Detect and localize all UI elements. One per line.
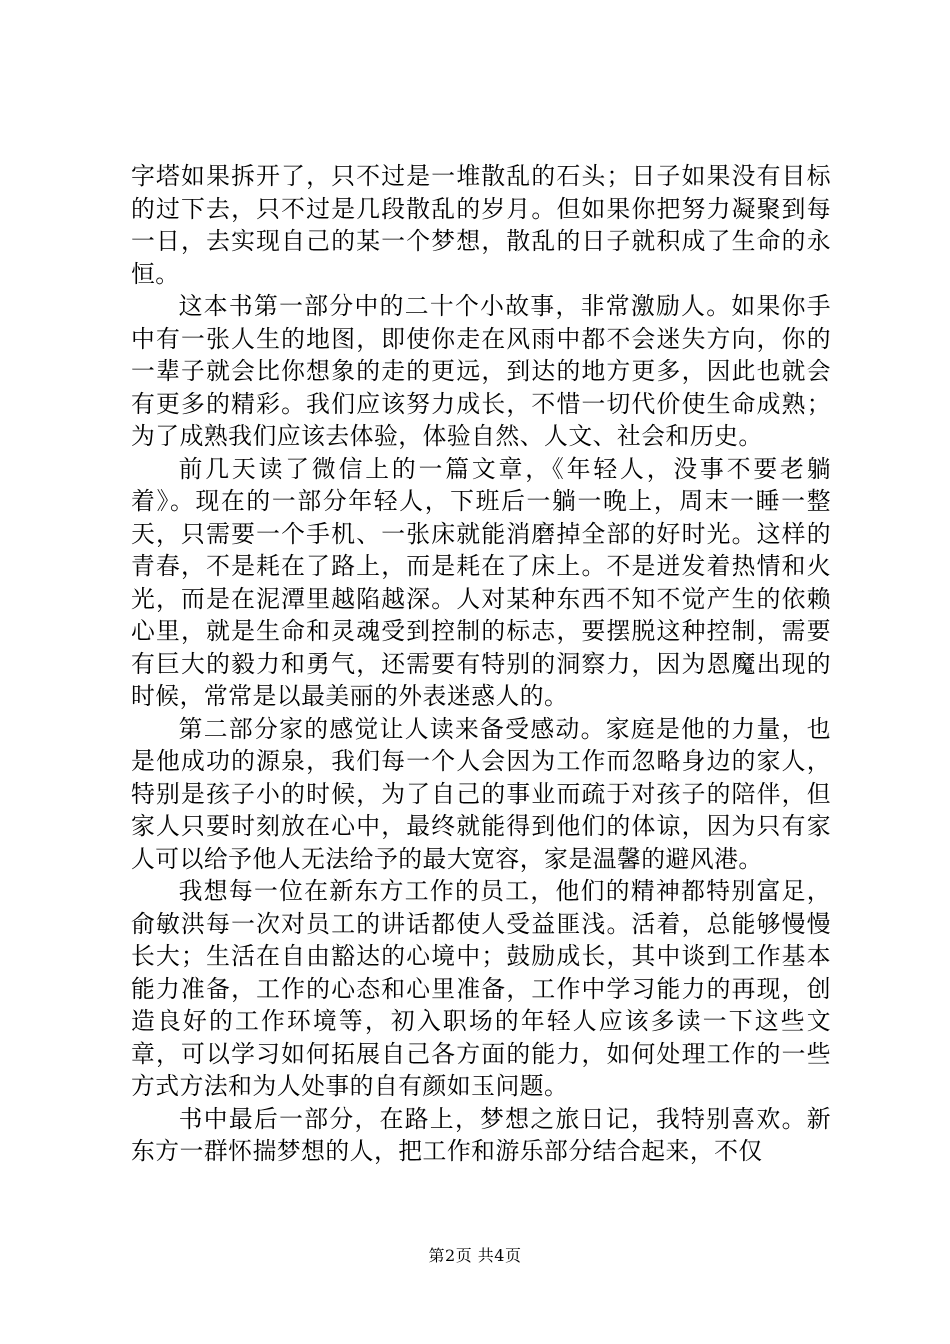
paragraph-4: 第二部分家的感觉让人读来备受感动。家庭是他的力量，也是他成功的源泉，我们每一个人会因为工作而忽略身边的家人，特别是孩子小的时候，为了自己的事业而疏于对孩子的陪伴，但家人只要时刻放在心中，最终就能得到他们的体谅，因为只有家人可以给予他人无法给予的最大宽容，家是温馨的避风港。 — [131, 714, 831, 873]
paragraph-2: 这本书第一部分中的二十个小故事，非常激励人。如果你手中有一张人生的地图，即使你走在风雨中都不会迷失方向，你的一辈子就会比你想象的走的更远，到达的地方更多，因此也就会有更多的精彩。我们应该努力成长，不惜一切代价使生命成熟；为了成熟我们应该去体验，体验自然、人文、社会和历史。 — [131, 292, 831, 450]
paragraph-3: 前几天读了微信上的一篇文章，《年轻人，没事不要老躺着》。现在的一部分年轻人，下班后一躺一晚上，周末一睡一整天，只需要一个手机、一张床就能消磨掉全部的好时光。这样的青春，不是耗在了路上，而是耗在了床上。不是迸发着热情和火光，而是在泥潭里越陷越深。人对某种东西不知不觉产生的依赖心里，就是生命和灵魂受到控制的标志，要摆脱这种控制，需要有巨大的毅力和勇气，还需要有特别的洞察力，因为恩魔出现的时候，常常是以最美丽的外表迷惑人的。 — [131, 454, 831, 710]
page-number-footer: 第2页 共4页 — [428, 1246, 522, 1265]
paragraph-5: 我想每一位在新东方工作的员工，他们的精神都特别富足，俞敏洪每一次对员工的讲话都使人受益匪浅。活着，总能够慢慢长大；生活在自由豁达的心境中；鼓励成长，其中谈到工作基本能力准备，工作的心态和心里准备，工作中学习能力的再现，创造良好的工作环境等，初入职场的年轻人应该多读一下这些文章，可以学习如何拓展自己各方面的能力，如何处理工作的一些方式方法和为人处事的自有颜如玉问题。 — [131, 877, 831, 1100]
paragraph-6: 书中最后一部分，在路上，梦想之旅日记，我特别喜欢。新东方一群怀揣梦想的人，把工作和游乐部分结合起来，不仅 — [131, 1104, 831, 1165]
body-text — [131, 160, 831, 1168]
paragraph-1: 字塔如果拆开了，只不过是一堆散乱的石头；日子如果没有目标的过下去，只不过是几段散乱的岁月。但如果你把努力凝聚到每一日，去实现自己的某一个梦想，散乱的日子就积成了生命的永恒。 — [131, 162, 831, 288]
